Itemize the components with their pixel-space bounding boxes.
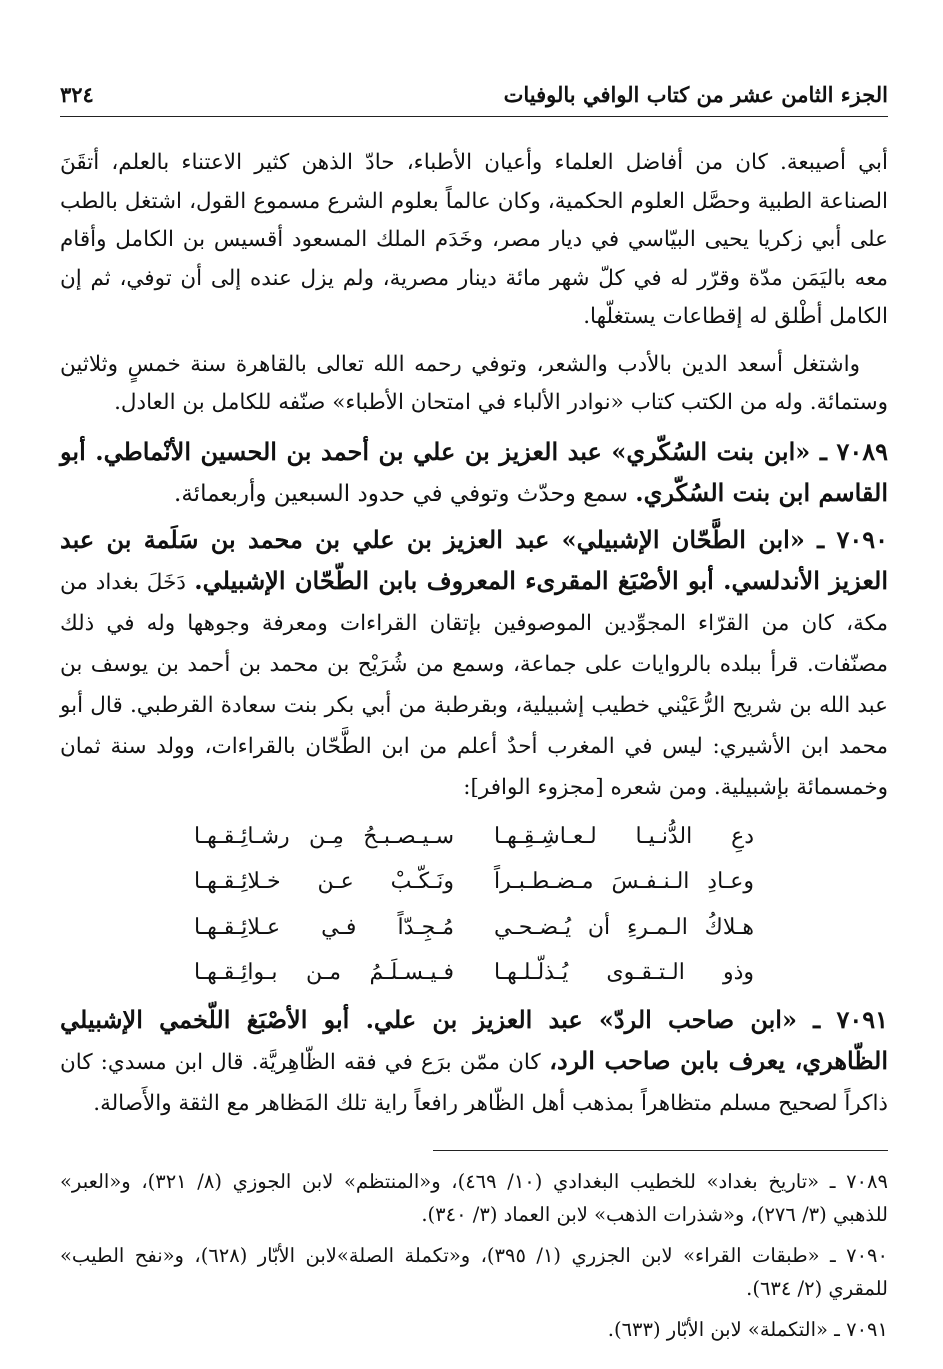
paragraph: واشتغل أسعد الدين بالأدب والشعر، وتوفي رحمه الله تعالى بالقاهرة سنة خمسٍ وثلاثين وستمائة. وله من الكتب كتاب «نوادر الألباء في امتحان الأطباء» صنّفه للكامل بن العادل. xyxy=(60,351,888,415)
page-number: ٣٢٤ xyxy=(60,81,94,107)
verse-first-hemistich: وعـادِ الـنـفـسَ مـضـطـبـراً xyxy=(494,869,754,894)
footnotes xyxy=(60,1165,888,1346)
verse-second-hemistich: مُـجِـدّاً فـي عـلائِـقـهـا xyxy=(194,914,454,940)
entry-body: سمع وحدّث وتوفي في حدود السبعين وأربعمائة. xyxy=(174,480,628,507)
biography-entry-7089 xyxy=(60,432,888,514)
verse-second-hemistich: سـيـصـبـحُ مِـن رشـائِـقـهـا xyxy=(194,823,454,849)
verse-first-hemistich: وذو الـتـقـوى يُـذلّـلـهـا xyxy=(494,960,754,985)
entry-body: كان ممّن برَع في فقه الظّاهِريَّة. قال ابن مسدي: كان ذاكراً لصحيح مسلم متظاهراً بمذهب أهل الظّاهر رافعاً راية تلك المَظاهر مع الثقة والأَصالة. xyxy=(60,1049,888,1116)
verse-second-hemistich: ونَـكّـبْ عـن خـلائِـقـهـا xyxy=(194,869,454,894)
biography-entry-7091 xyxy=(60,1000,888,1124)
entry-heading: ٧٠٨٩ ـ «ابن بنت السُكّري» عبد العزيز بن علي بن أحمد بن الحسين الأنْماطي. أبو القاسم ابن بنت السُكّري. xyxy=(60,436,888,507)
poem xyxy=(194,814,754,996)
entry-heading: ٧٠٩١ ـ «ابن صاحب الردّ» عبد العزيز بن علي. أبو الأصْبَغ اللّخمي الإشبيلي الظّاهري، يعرف بابن صاحب الرد، xyxy=(60,1004,889,1075)
paragraph-continuation: أبي أصيبعة. كان من أفاضل العلماء وأعيان الأطباء، حادّ الذهن كثير الاعتناء بالعلم، أتقَنَ الصناعة الطبية وحصَّل العلوم الحكمية، وكان عالماً بعلوم الشرع مسموع القول، اشتغل بالطب على أبي زكريا يحيى البيّاسي في ديار مصر، وخَدَم الملك المسعود أقسيس بن الكامل وأقام معه باليَمَن مدّة وقرّر له في كلّ شهر مائة دينار مصرية، ولم يزل عنده إلى أن توفي، ثم إن الكامل أطْلق له إقطاعات يستغلّها. xyxy=(60,150,888,329)
poem-verse xyxy=(194,950,754,996)
page-header xyxy=(60,72,888,117)
footnote-divider xyxy=(433,1150,888,1151)
biography-entry-7090 xyxy=(60,520,888,808)
entry-heading: ٧٠٩٠ ـ «ابن الطَّحّان الإشبيلي» عبد العزيز بن علي بن محمد بن سَلَمة بن عبد العزيز الأندلسي. أبو الأصْبَغ المقرىء المعروف بابن الطّحّان الإشبيلي. xyxy=(60,524,888,595)
poem-verse xyxy=(194,905,754,951)
footnote-7089: ٧٠٨٩ ـ «تاريخ بغداد» للخطيب البغدادي (١٠/ ٤٦٩)، و«المنتظم» لابن الجوزي (٨/ ٣٢١)، و«العبر» للذهبي (٣/ ٢٧٦)، و«شذرات الذهب» لابن العماد (٣/ ٣٤٠). xyxy=(60,1169,888,1226)
poem-verse xyxy=(194,814,754,860)
entry-body: دَخَلَ بغداد من مكة، كان من القرّاء المجوِّدين الموصوفين بإتقان القراءات ومعرفة وجوهها وله في ذلك مصنّفات. قرأ ببلده بالروايات على جماعة، وسمع من شُرَيْح بن محمد بن أحمد بن يوسف بن عبد الله بن شريح الرُّعَيْني خطيب إشبيلية، وبقرطبة من أبي بكر بنت سعادة القرطبي. قال أبو محمد ابن الأشيري: ليس في المغرب أحدٌ أعلم من ابن الطَّحّان بالقراءات، وولد سنة ثمان وخمسمائة بإشبيلية. ومن شعره [مجزوء الوافر]: xyxy=(60,569,888,800)
running-title: الجزء الثامن عشر من كتاب الوافي بالوفيات xyxy=(503,81,888,107)
footnote-7091: ٧٠٩١ ـ «التكملة» لابن الأبّار (٦٣٣). xyxy=(607,1317,888,1341)
verse-first-hemistich: هـلاكُ الـمـرءِ أن يُـضـحـي xyxy=(494,914,754,940)
verse-second-hemistich: فـيـسـلَـمُ مـن بـوائِـقـهـا xyxy=(194,960,454,985)
footnote-7090: ٧٠٩٠ ـ «طبقات القراء» لابن الجزري (١/ ٣٩٥)، و«تكملة الصلة»لابن الأبّار (٦٢٨)، و«نفح الطيب» للمقري (٢/ ٦٣٤). xyxy=(60,1243,888,1300)
poem-verse xyxy=(194,859,754,905)
verse-first-hemistich: دعِ الدُّنـيـا لـعـاشِـقِـهـا xyxy=(494,823,754,849)
main-text xyxy=(60,144,888,1124)
